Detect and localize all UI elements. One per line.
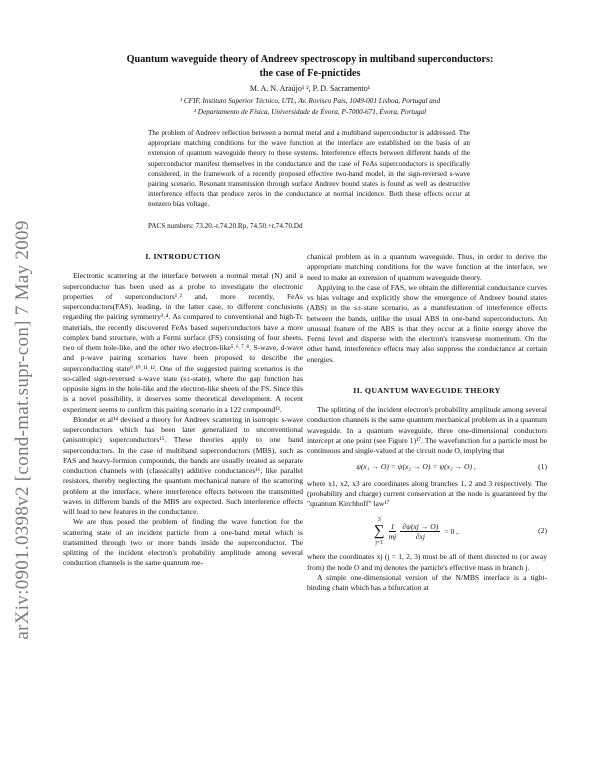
equation-2-number: (2) [538,525,547,535]
intro-paragraph-3: We are thus posed the problem of finding the wave function for the scattering state of an incident particle from a one-band metal which is transmitted through two or more bands inside the superconductor. The splitting of the incident electron's probability amplitude among several conduction channels is the same quantum me- [63,517,303,568]
waveguide-paragraph-2: where x1, x2, x3 are coordinates along branches 1, 2 and 3 respectively. The (probability and charge) current conservation at the node is guaranteed by the "quantum Kirchhoff" law¹⁷ [307,478,547,508]
derivative-denominator: ∂xj [415,532,425,542]
derivative-numerator: ∂ψ(xj → O) [402,522,439,532]
intro-paragraph-2: Blonder et al¹⁴ devised a theory for Andreev scattering in isotropic s-wave superconductors which has been later generalized to unconventional (anisotropic) superconductors¹⁵. These theories apply to one band superconductors. In the case of multiband superconductors (MBS), such as FAS and heavy-fermion compounds, the bands are usually treated as separate conduction channels with (classically) additive conductances¹⁶, like parallel resistors, thereby neglecting the quantum mechanical nature of the scattering problem at the interface, where interference effects between the transmitted waves in different bands of the MBS are expected. Such interference effects will lead to new features in the conductance. [63,414,303,516]
intro-paragraph-4: chanical problem as in a quantum waveguide. Thus, in order to derive the appropriate matching conditions for the wave function at the interface, we need to make an extension of quantum waveguide theory. [307,252,547,282]
section-1-heading: I. INTRODUCTION [145,252,221,261]
equation-2-rhs: = 0 , [444,526,459,536]
equation-1-body: ψ(x₁ → O) = ψ(x₂ → O) = ψ(x₃ → O) , [356,462,476,472]
affiliation-1: ¹ CFIF, Instituto Superior Técnico, UTL, Av. Rovisco Pais, 1049-001 Lisboa, Portugal and [179,97,441,105]
sum-lower-limit: j=1 [375,540,384,547]
affiliation-2: ² Departamento de Física, Universidade de Évora, P-7000-671, Évora, Portugal [193,108,427,116]
left-column [63,252,303,569]
derivative-fraction [400,522,440,541]
summation-sign [374,516,385,547]
sigma-symbol: ∑ [373,523,385,540]
waveguide-paragraph-4: A simple one-dimensional version of the N/MBS interface is a tight-binding chain which has a bifurcation at [307,572,547,592]
title-line-2: the case of Fe-pnictides [259,68,361,79]
waveguide-paragraph-1: The splitting of the incident electron's probability amplitude among several conduction channels is the same quantum mechanical problem as in a quantum waveguide. In a quantum waveguide, three one-dimensional conductors intercept at one point (see Figure 1)¹⁷. The wavefunction for a particle must be continuous and single-valued at the circuit node O, implying that [307,405,547,455]
authors: M. A. N. Araújo¹ ², P. D. Sacramento¹ [249,84,371,93]
abstract: The problem of Andreev reflection between a normal metal and a multiband superconductor is addressed. The appropriate matching conditions for the wave function at the interface are established on the basis of an extension of quantum waveguide theory to these systems. Interference effects between different bands of the superconductor manifest themselves in the conductance and the case of FeAs superconductors is specifically considered, in the framework of a recently proposed effective two-band model, in the sign-reversed s-wave pairing scenario. Resonant transmission through surface Andreev bound states is found as well as destructive interference effects that produce zeros in the conductance at normal incidence. Both these effects occur at nonzero bias voltage. [148,129,470,209]
sum-upper-limit: 3 [377,517,381,524]
equation-2-body [374,516,458,547]
mass-fraction-denominator: mj [388,532,397,542]
title-line-1: Quantum waveguide theory of Andreev spectroscopy in multiband superconductors: [126,54,494,65]
equation-2 [307,514,547,547]
mass-fraction [389,522,397,541]
waveguide-paragraph-3: where the coordinates xj (j = 1, 2, 3) must be all of them directed to (or away from) the node O and mj denotes the particle's effective mass in branch j. [307,552,547,572]
right-column [307,252,547,593]
equation-1-number: (1) [538,462,547,472]
intro-paragraph-5: Applying to the case of FAS, we obtain the differential conductance curves vs bias voltage and explicitly show the emergence of Andreev bound states (ABS) in the s±-state scenario, as a manifestation of interference effects between the bands, unlike the usual ABS in one-band superconductors. An unusual feature of the ABS is that they occur at a finite energy above the Fermi level and disperse with the electron's transverse momentum. On the other hand, interference effects may also suppress the conductance at certain energies. [307,282,547,364]
arxiv-identifier-text: arXiv:0901.0398v2 [cond-mat.supr-con] 7 May 2009 [12,220,33,640]
pacs-numbers: PACS numbers: 73.20.-r,74.20.Rp, 74.50.+r,74.70.Dd [148,222,303,230]
intro-paragraph-1: Electronic scattering at the interface between a normal metal (N) and a superconductor has been used as a probe to investigate the electronic properties of superconductors¹˒² and, more recently, FeAs superconductors(FAS), leading, in the latter case, to different conclusions regarding the pairing symmetry³˒⁴. As compared to conventional and high-Tc materials, the recently discovered FeAs based superconductors have a more complex band structure, with a Fermi surface (FS) consisting of four sheets, two of them hole-like, and the other two electron-like⁵˒⁶˒⁷˒⁸. S-wave, d-wave and p-wave pairing scenarios have been proposed to describe the superconducting state⁹˒¹⁰˒¹¹˒¹². One of the suggested pairing scenarios is the so-called sign-reversed s-wave state (s±-state), where the gap function has opposite signs in the hole-like and the electron-like sheets of the FS. Since this is a novel possibility, it deserves some theoretical development. A recent experiment seems to confirm this pairing scenario in a 122 compound¹³. [63,271,303,414]
paper-title [50,53,570,81]
arxiv-identifier [3,150,43,710]
equation-1 [307,462,547,472]
section-2-heading: II. QUANTUM WAVEGUIDE THEORY [353,385,501,395]
mass-fraction-numerator: 1 [390,522,395,532]
